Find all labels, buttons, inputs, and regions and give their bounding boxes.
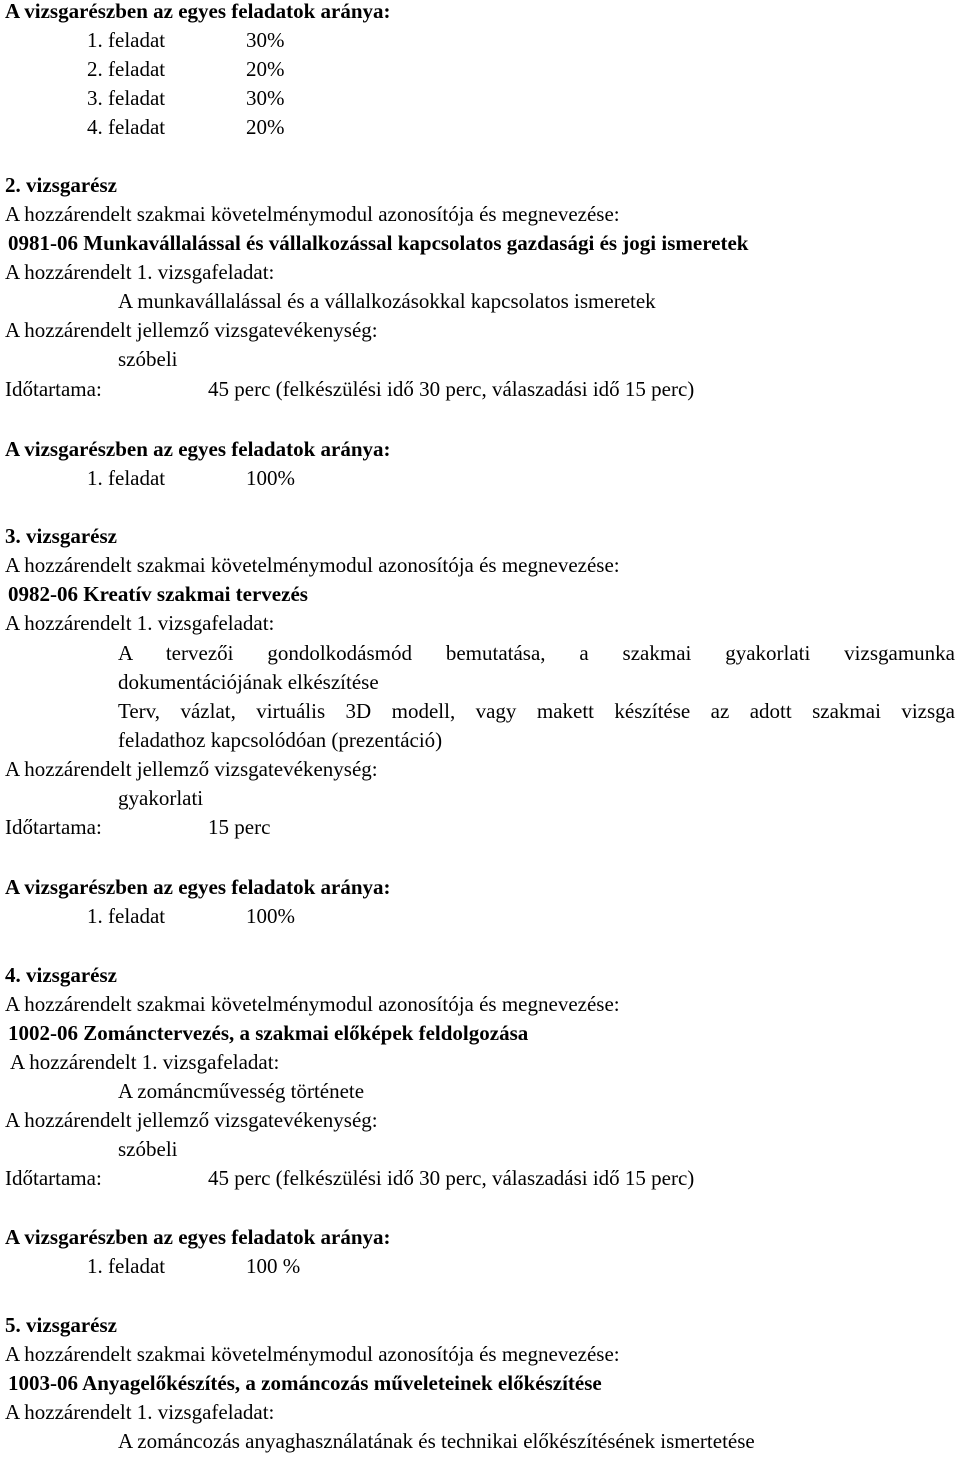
module-name: 1002-06 Zománctervezés, a szakmai előképek feldolgozása (8, 1021, 529, 1045)
ratio-task: 1. feladat (87, 1254, 166, 1278)
module-name: 1003-06 Anyagelőkészítés, a zománcozás műveleteinek előkészítése (8, 1371, 602, 1395)
ratio-task: 3. feladat (87, 86, 166, 110)
duration-value: 15 perc (208, 815, 271, 839)
activity-label: A hozzárendelt jellemző vizsgatevékenység: (5, 318, 378, 342)
activity-label: A hozzárendelt jellemző vizsgatevékenység: (5, 1108, 378, 1132)
duration-label: Időtartama: (5, 377, 102, 401)
ratio-task: 1. feladat (87, 28, 166, 52)
ratio-task: 4. feladat (87, 115, 166, 139)
duration-label: Időtartama: (5, 1166, 102, 1190)
ratio-task: 1. feladat (87, 466, 166, 490)
module-label: A hozzárendelt szakmai követelménymodul azonosítója és megnevezése: (5, 202, 620, 226)
activity-value: szóbeli (118, 347, 178, 371)
ratio-pct: 30% (246, 86, 285, 110)
task-text: feladathoz kapcsolódóan (prezentáció) (118, 728, 443, 752)
module-label: A hozzárendelt szakmai követelménymodul azonosítója és megnevezése: (5, 553, 620, 577)
task-text: Terv, vázlat, virtuális 3D modell, vagy makett készítése az adott szakmai vizsga (118, 699, 955, 723)
task-text: A zománcozás anyaghasználatának és technikai előkészítésének ismertetése (118, 1429, 755, 1453)
activity-value: gyakorlati (118, 786, 204, 810)
ratio-task: 2. feladat (87, 57, 166, 81)
part-title: 2. vizsgarész (5, 173, 117, 197)
ratio-pct: 20% (246, 115, 285, 139)
part-title: 5. vizsgarész (5, 1313, 117, 1337)
ratio-pct: 100% (246, 466, 295, 490)
task-text: dokumentációjának elkészítése (118, 670, 379, 694)
activity-value: szóbeli (118, 1137, 178, 1161)
ratio-pct: 20% (246, 57, 285, 81)
module-label: A hozzárendelt szakmai követelménymodul azonosítója és megnevezése: (5, 992, 620, 1016)
task-label: A hozzárendelt 1. vizsgafeladat: (5, 1400, 275, 1424)
ratio-heading: A vizsgarészben az egyes feladatok aránya: (5, 0, 391, 23)
task-label: A hozzárendelt 1. vizsgafeladat: (10, 1050, 280, 1074)
activity-label: A hozzárendelt jellemző vizsgatevékenység: (5, 757, 378, 781)
module-label: A hozzárendelt szakmai követelménymodul azonosítója és megnevezése: (5, 1342, 620, 1366)
ratio-pct: 100% (246, 904, 295, 928)
duration-value: 45 perc (felkészülési idő 30 perc, válaszadási idő 15 perc) (208, 377, 695, 401)
ratio-heading: A vizsgarészben az egyes feladatok aránya: (5, 875, 391, 899)
ratio-heading: A vizsgarészben az egyes feladatok aránya: (5, 1225, 391, 1249)
task-label: A hozzárendelt 1. vizsgafeladat: (5, 611, 275, 635)
ratio-task: 1. feladat (87, 904, 166, 928)
ratio-pct: 30% (246, 28, 285, 52)
duration-label: Időtartama: (5, 815, 102, 839)
module-name: 0982-06 Kreatív szakmai tervezés (8, 582, 308, 606)
module-name: 0981-06 Munkavállalással és vállalkozással kapcsolatos gazdasági és jogi ismeretek (8, 231, 749, 255)
part-title: 3. vizsgarész (5, 524, 117, 548)
ratio-pct: 100 % (246, 1254, 301, 1278)
task-label: A hozzárendelt 1. vizsgafeladat: (5, 260, 275, 284)
task-text: A zománcművesség története (118, 1079, 365, 1103)
ratio-heading: A vizsgarészben az egyes feladatok aránya: (5, 437, 391, 461)
part-title: 4. vizsgarész (5, 963, 117, 987)
task-text: A munkavállalással és a vállalkozásokkal kapcsolatos ismeretek (118, 289, 656, 313)
task-text: A tervezői gondolkodásmód bemutatása, a szakmai gyakorlati vizsgamunka (118, 641, 955, 665)
duration-value: 45 perc (felkészülési idő 30 perc, válaszadási idő 15 perc) (208, 1166, 695, 1190)
